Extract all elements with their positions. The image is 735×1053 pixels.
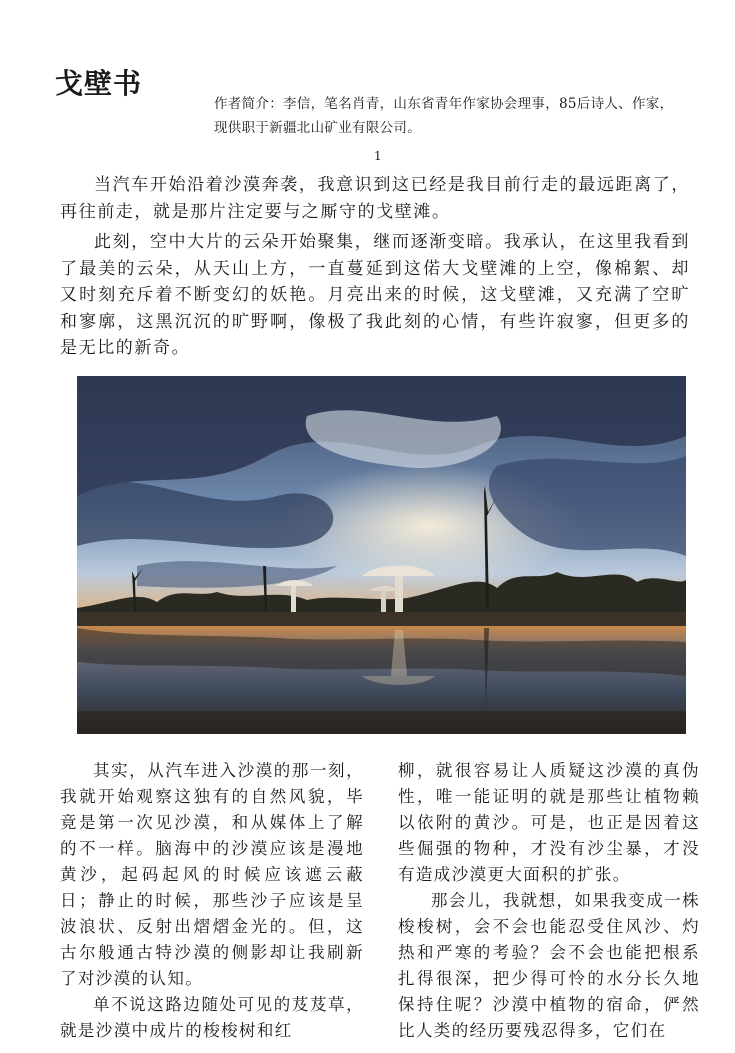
author-intro: 作者简介：李信，笔名肖青，山东省青年作家协会理事，85后诗人、作家，现供职于新疆北山矿业有限公司。 (214, 96, 674, 136)
column-right (398, 758, 700, 1044)
paragraph-2: 此刻，空中大片的云朵开始聚集，继而逐渐变暗。我承认，在这里我看到了最美的云朵，从天山上方，一直蔓延到这偌大戈壁滩的上空，像棉絮、却又时刻充斥着不断变幻的妖艳。月亮出来的时候，这戈壁滩，又充满了空旷和寥廓，这黑沉沉的旷野啊，像极了我此刻的心情，有些许寂寥，但更多的是无比的新奇。 (60, 232, 690, 359)
column-left-paragraph-1: 其实，从汽车进入沙漠的那一刻，我就开始观察这独有的自然风貌，毕竟是第一次见沙漠，和从媒体上了解的不一样。脑海中的沙漠应该是漫地黄沙，起码起风的时候应该遮云蔽日；静止的时候，那些沙子应该是呈波浪状、反射出熠熠金光的。但，这古尔般通古特沙漠的侧影却让我刷新了对沙漠的认知。 (60, 761, 364, 988)
article-title: 戈壁书 (55, 67, 143, 100)
column-right-paragraph-1: 那会儿，我就想，如果我变成一株梭梭树，会不会也能忍受住风沙、灼热和严寒的考验？会不会也能把根系扎得很深，把少得可怜的水分长久地保持住呢？沙漠中植物的宿命，俨然比人类的经历要残忍得多，它们在 (398, 891, 700, 1040)
column-left-paragraph-2: 单不说这路边随处可见的芨芨草，就是沙漠中成片的梭梭树和红 (60, 995, 364, 1040)
paragraph-1: 当汽车开始沿着沙漠奔袭，我意识到这已经是我目前行走的最远距离了，再往前走，就是那片注定要与之厮守的戈壁滩。 (60, 175, 690, 222)
column-left (60, 758, 364, 1044)
section-number: 1 (374, 149, 382, 163)
desert-lake-photo (77, 376, 686, 734)
column-right-continuation: 柳，就很容易让人质疑这沙漠的真伪性，唯一能证明的就是那些让植物赖以依附的黄沙。可是，也正是因着这些倔强的物种，才没有沙尘暴，才没有造成沙漠更大面积的扩张。 (398, 761, 700, 884)
